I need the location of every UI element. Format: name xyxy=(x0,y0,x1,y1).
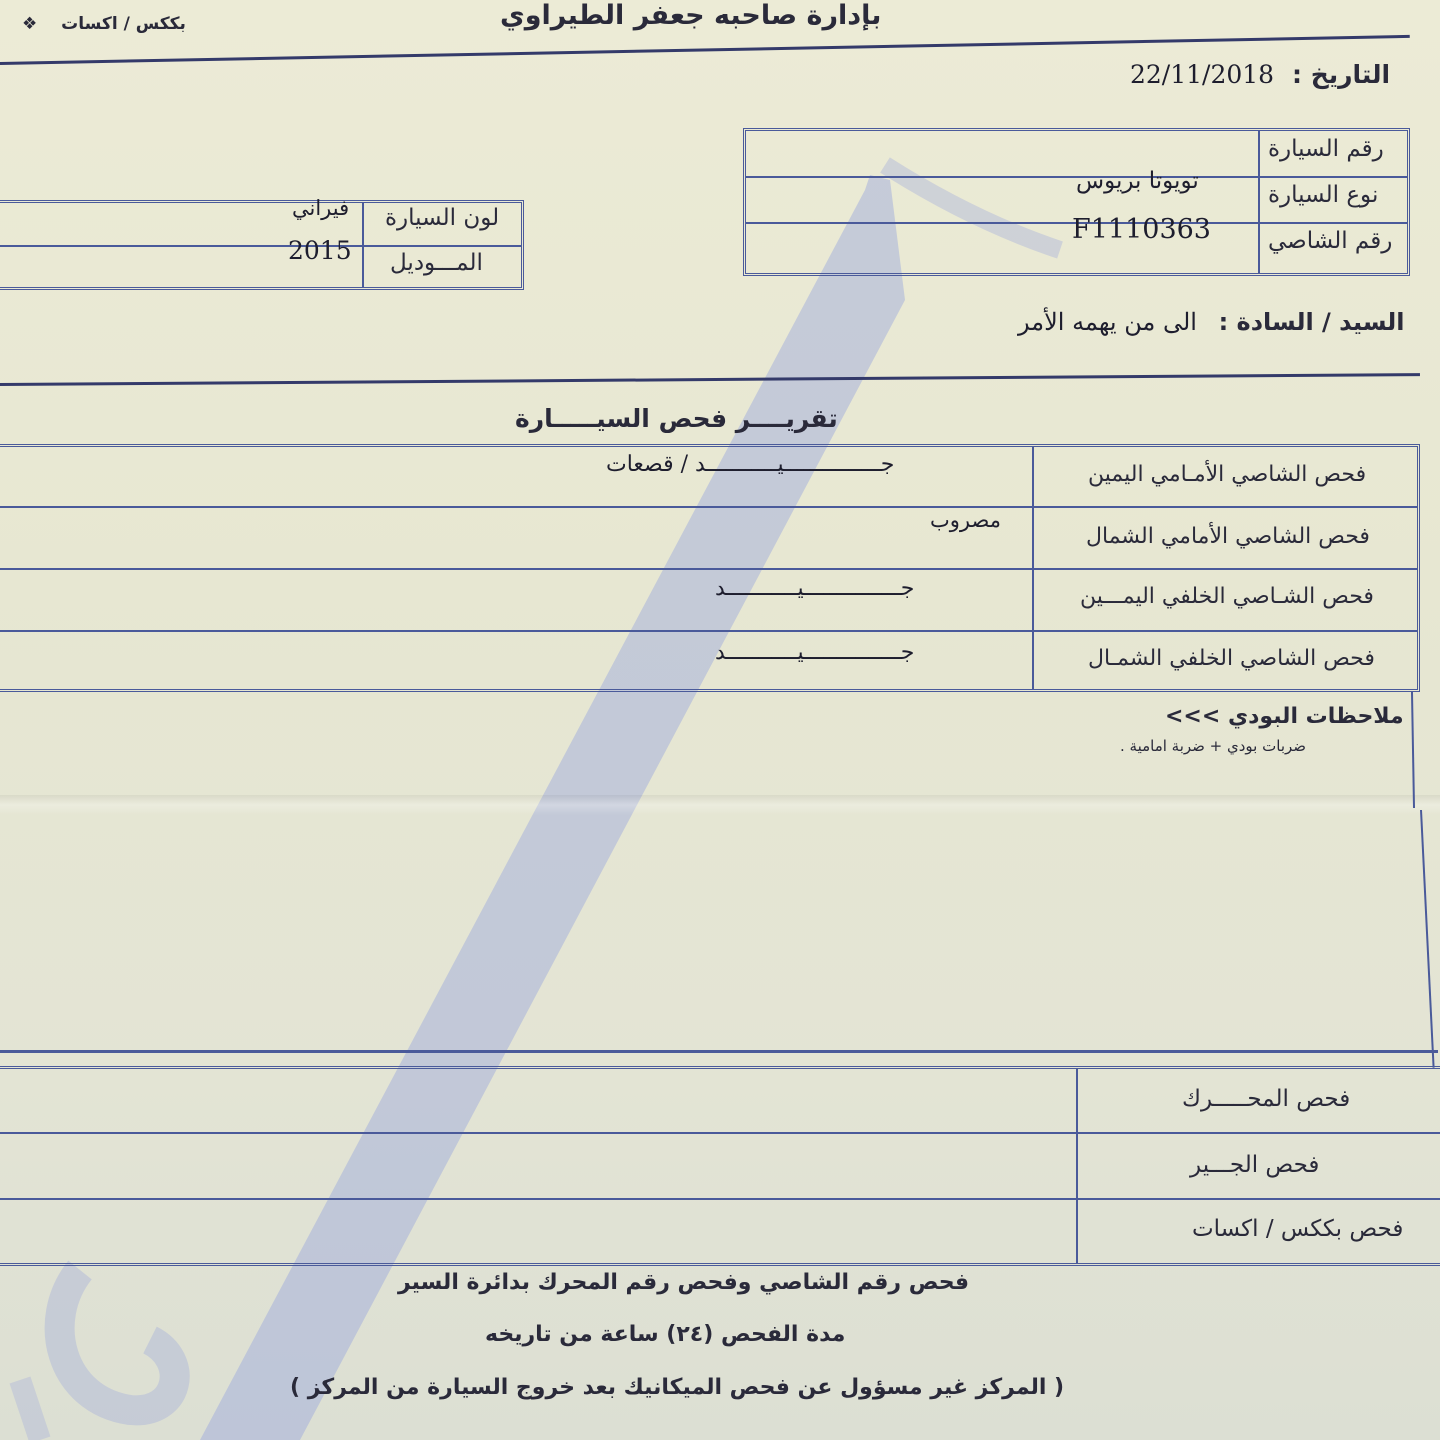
chassis-check-label: فحص الشاصي الخلفي الشمـال xyxy=(1088,646,1375,671)
paper-fold xyxy=(0,795,1440,815)
body-notes-label: ملاحظات البودي >>> xyxy=(1165,704,1404,729)
car-extra-row-line xyxy=(0,245,522,247)
footer-line-3: ( المركز غير مسؤول عن فحص الميكانيك بعد خروج السيارة من المركز ) xyxy=(290,1375,1065,1400)
chassis-row-line-1 xyxy=(0,506,1418,508)
chassis-number-label: رقم الشاصي xyxy=(1268,228,1393,254)
recipient-label: السيد / السادة : xyxy=(1218,308,1405,336)
car-color-label: لون السيارة xyxy=(385,205,500,231)
header-left-text xyxy=(22,14,186,34)
body-notes-value: ضربات بودي + ضربة امامية . xyxy=(1120,737,1307,755)
other-row-line-2 xyxy=(0,1198,1440,1200)
other-checks-divider xyxy=(1076,1068,1078,1264)
chassis-check-value: جـــــــــــــــيـــــــــــد / قصعات xyxy=(606,452,895,477)
chassis-row-line-3 xyxy=(0,630,1418,632)
chassis-check-value: جـــــــــــــــيـــــــــــد xyxy=(715,640,915,665)
recipient-value: الى من يهمه الأمر xyxy=(1018,308,1197,336)
other-row-line-1 xyxy=(0,1132,1440,1134)
header-left-label: بككس / اكسات xyxy=(61,14,186,34)
axle-check-label: فحص بككس / اكسات xyxy=(1192,1216,1404,1242)
header-title: بإدارة صاحبه جعفر الطيراوي xyxy=(500,0,882,31)
chassis-check-label: فحص الشـاصي الخلفي اليمـــين xyxy=(1080,584,1374,609)
other-checks-top-line xyxy=(0,1050,1438,1053)
car-type-value: تويوتا بريوس xyxy=(1076,168,1199,194)
gear-check-label: فحص الجـــير xyxy=(1190,1152,1320,1178)
footer-line-1: فحص رقم الشاصي وفحص رقم المحرك بدائرة السير xyxy=(398,1270,970,1295)
car-type-label: نوع السيارة xyxy=(1268,182,1379,208)
footer-line-2: مدة الفحص (٢٤) ساعة من تاريخه xyxy=(485,1322,846,1347)
date-row xyxy=(1130,60,1390,89)
bullet-icon: ❖ xyxy=(22,14,38,34)
car-plate-label: رقم السيارة xyxy=(1268,136,1384,162)
chassis-check-label: فحص الشاصي الأمـامي اليمين xyxy=(1088,462,1367,487)
engine-check-label: فحص المحـــــرك xyxy=(1182,1086,1351,1112)
car-model-label: المـــوديل xyxy=(390,250,483,276)
car-model-value: 2015 xyxy=(288,236,352,265)
chassis-check-value: مصروب xyxy=(930,508,1001,532)
chassis-number-value: F1110363 xyxy=(1072,214,1211,245)
date-value: 22/11/2018 xyxy=(1130,60,1275,89)
recipient-row xyxy=(1018,308,1404,336)
chassis-row-line-2 xyxy=(0,568,1418,570)
chassis-check-value: جـــــــــــــــيـــــــــــد xyxy=(715,576,915,601)
date-label: التاريخ : xyxy=(1292,60,1391,89)
report-title: تقريــــر فحص السيـــــارة xyxy=(515,404,838,433)
car-info-divider xyxy=(1258,130,1260,274)
chassis-check-label: فحص الشاصي الأمامي الشمال xyxy=(1086,524,1370,549)
car-color-value: فيراني xyxy=(292,196,350,220)
